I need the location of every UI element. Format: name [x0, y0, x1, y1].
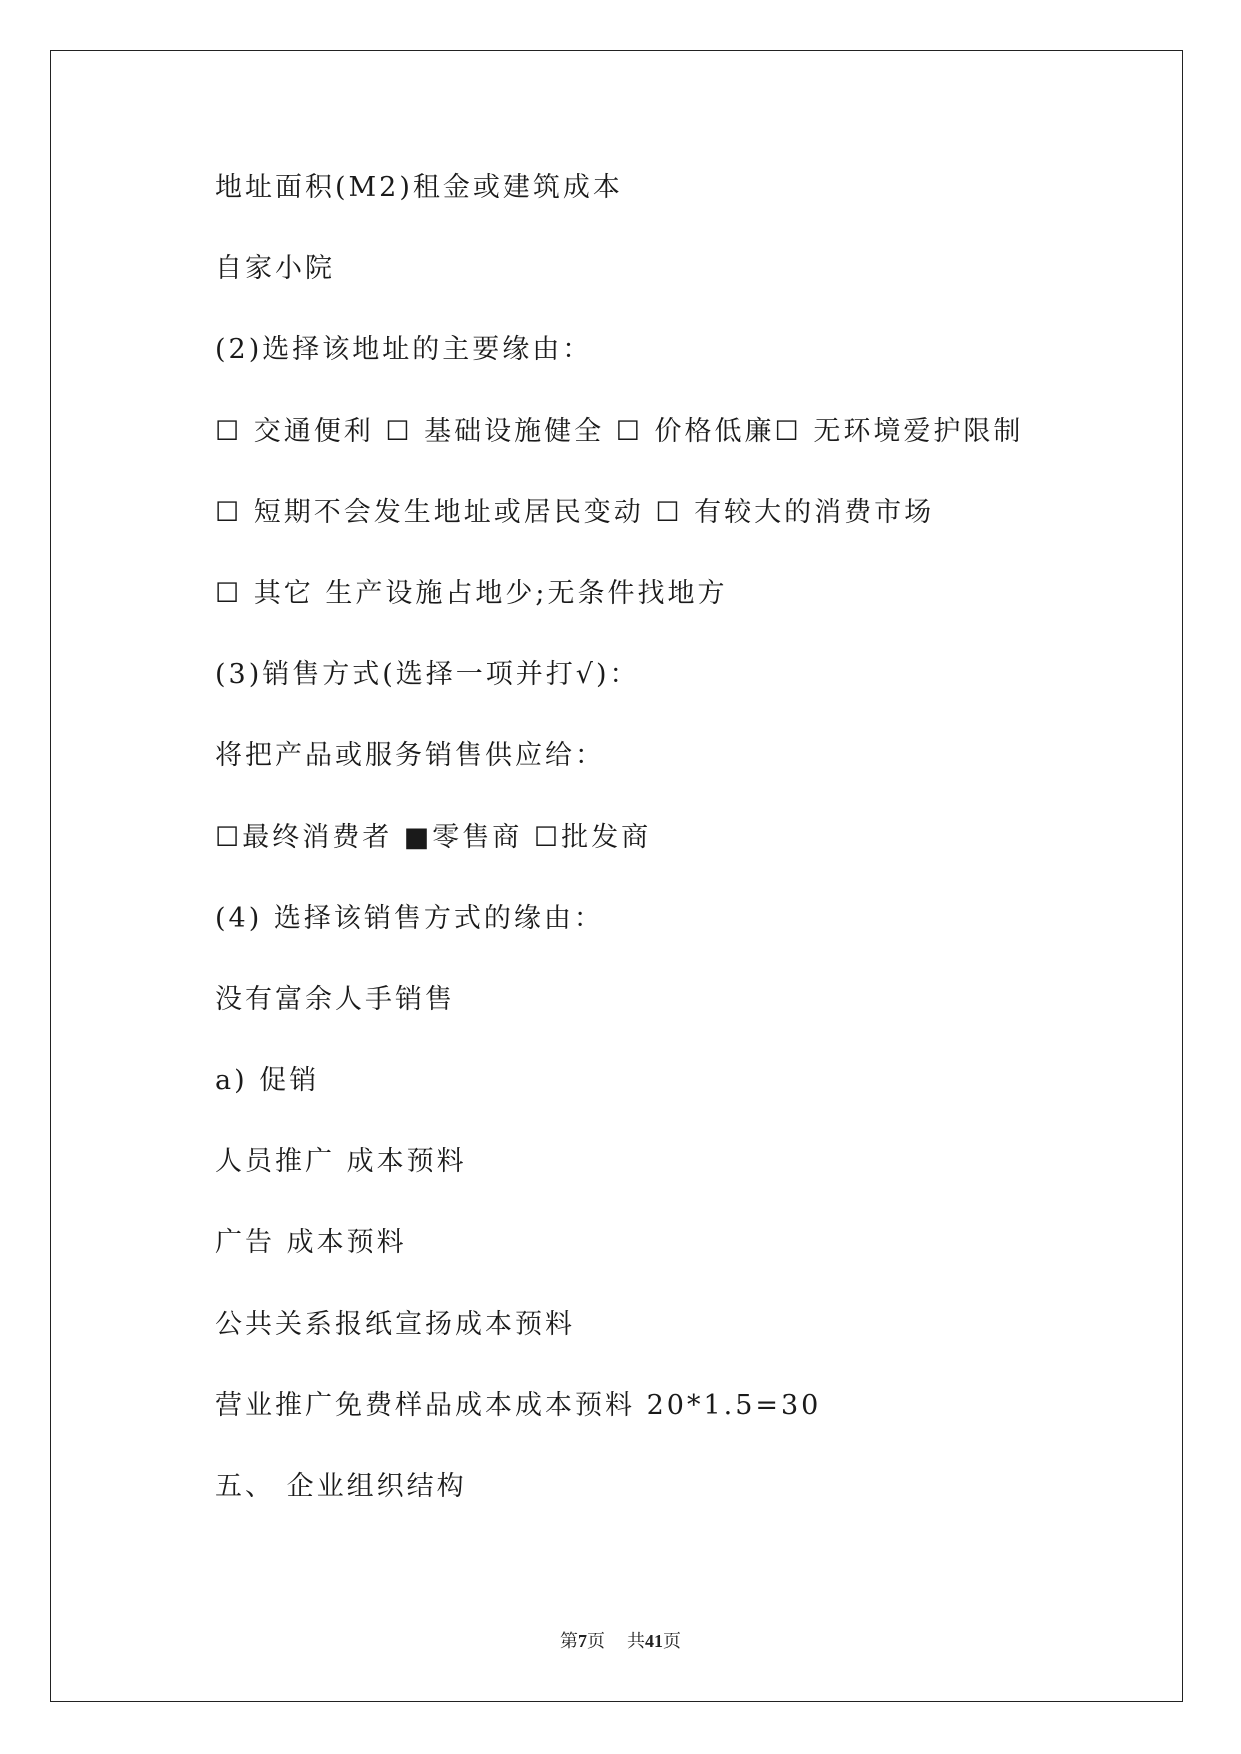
page-footer [0, 1627, 1241, 1653]
text-line-personnel-promotion: 人员推广 成本预料 [215, 1146, 467, 1178]
text-line-checkbox-options-1: ☐ 交通便利 ☐ 基础设施健全 ☐ 价格低廉☐ 无环境爱护限制 [215, 415, 1024, 447]
text-line-sales-promotion: 营业推广免费样品成本成本预料 20*1.5=30 [215, 1389, 822, 1421]
text-line-public-relations: 公共关系报纸宣扬成本预料 [215, 1308, 575, 1340]
text-line-section-2-heading: (2)选择该地址的主要缘由： [215, 334, 593, 366]
text-line-reason: 没有富余人手销售 [215, 983, 455, 1015]
text-line-sales-channel-options: ☐最终消费者 ■零售商 ☐批发商 [215, 821, 652, 853]
footer-page-unit: 页 [587, 1631, 605, 1651]
text-line-location: 自家小院 [215, 253, 335, 285]
text-line-section-4-heading: (4) 选择该销售方式的缘由： [215, 902, 604, 934]
text-line-section-5-heading: 五、 企业组织结构 [215, 1471, 467, 1502]
text-line-supply-to: 将把产品或服务销售供应给： [215, 740, 605, 772]
text-line-area-header: 地址面积(M2)租金或建筑成本 [215, 172, 623, 203]
text-line-promotion-heading: a) 促销 [215, 1065, 320, 1097]
text-line-checkbox-options-3: ☐ 其它 生产设施占地少;无条件找地方 [215, 577, 728, 609]
footer-total-prefix: 共 [627, 1631, 645, 1651]
footer-page-current: 7 [578, 1631, 587, 1651]
text-line-advertising: 广告 成本预料 [215, 1227, 407, 1259]
document-body [215, 168, 1115, 1548]
footer-total-unit: 页 [663, 1631, 681, 1651]
footer-page-total: 41 [645, 1631, 663, 1651]
footer-page-prefix: 第 [560, 1631, 578, 1651]
text-line-section-3-heading: (3)销售方式(选择一项并打√)： [215, 659, 640, 691]
text-line-checkbox-options-2: ☐ 短期不会发生地址或居民变动 ☐ 有较大的消费市场 [215, 496, 935, 528]
